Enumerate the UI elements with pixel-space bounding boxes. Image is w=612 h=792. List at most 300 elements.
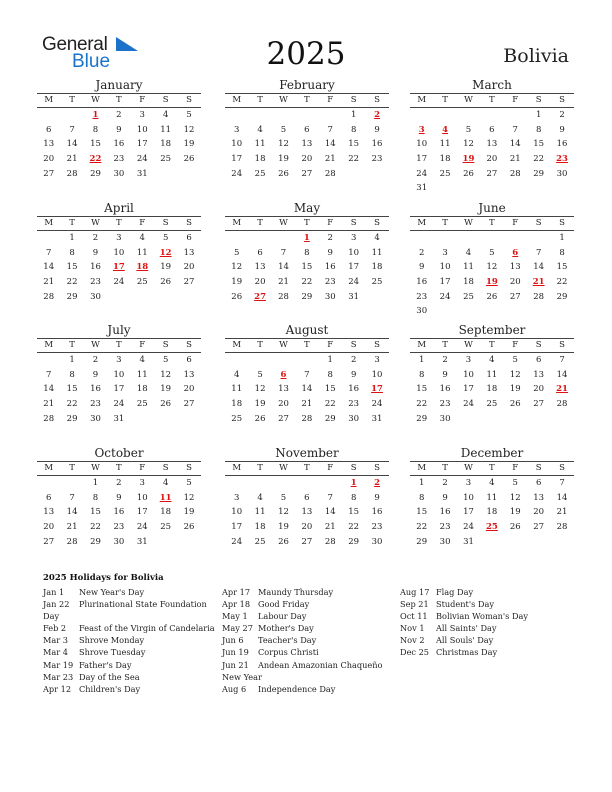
day-cell: 23 xyxy=(324,277,336,288)
day-cell xyxy=(319,476,342,491)
day-cell: 28 xyxy=(556,399,568,410)
holiday-name: All Souls' Day xyxy=(436,635,494,646)
day-cell: 31 xyxy=(371,413,383,424)
day-cell: 28 xyxy=(556,522,568,533)
holiday-date: May 27 xyxy=(222,623,253,634)
day-cell: 11 xyxy=(231,384,243,395)
day-cell: 22 xyxy=(324,399,336,410)
day-cell: 16 xyxy=(90,262,101,273)
day-cell: 4 xyxy=(374,233,380,243)
day-cell: 21 xyxy=(43,277,55,288)
day-cell xyxy=(154,167,177,182)
month-name: October xyxy=(94,446,144,460)
day-cell: 9 xyxy=(92,247,99,258)
day-cell xyxy=(295,108,318,123)
day-cell: 28 xyxy=(533,291,545,302)
weekday-label: W xyxy=(464,340,473,350)
holiday-day-cell: 22 xyxy=(89,154,102,165)
day-cell: 17 xyxy=(416,154,428,165)
day-cell: 29 xyxy=(66,291,78,302)
day-cell: 25 xyxy=(371,277,383,288)
holiday-day-cell: 23 xyxy=(556,154,568,165)
holiday-name: Teacher's Day xyxy=(258,635,317,646)
day-cell: 5 xyxy=(186,110,192,120)
day-cell: 22 xyxy=(416,522,428,533)
weekday-header xyxy=(225,93,389,108)
day-cell: 23 xyxy=(113,522,125,533)
weekday-label: F xyxy=(327,95,334,105)
day-cell: 19 xyxy=(278,154,289,165)
day-cell: 8 xyxy=(418,492,425,503)
day-cell: 3 xyxy=(374,355,380,365)
day-cell: 12 xyxy=(463,139,474,150)
day-cell: 13 xyxy=(533,492,545,503)
day-cell: 15 xyxy=(533,139,545,150)
holiday-name: Labour Day xyxy=(258,611,307,622)
weekday-label: T xyxy=(304,463,310,473)
holiday-name: Day of the Sea xyxy=(79,671,140,682)
day-cell: 19 xyxy=(509,384,521,395)
day-cell xyxy=(410,108,433,123)
week-row xyxy=(37,167,201,182)
day-cell xyxy=(480,304,503,319)
holiday-day-cell: 12 xyxy=(159,247,172,258)
weekday-label: S xyxy=(186,95,192,105)
day-cell: 27 xyxy=(301,536,313,547)
day-cell: 4 xyxy=(489,478,495,488)
day-cell: 1 xyxy=(69,233,75,243)
day-cell: 10 xyxy=(113,369,125,380)
week-row xyxy=(37,123,201,138)
holiday-entry xyxy=(43,634,223,646)
holiday-date: Apr 17 xyxy=(222,587,251,597)
day-cell: 31 xyxy=(348,291,360,302)
holiday-entry xyxy=(222,586,402,598)
day-cell: 1 xyxy=(327,355,333,365)
day-cell xyxy=(225,231,248,246)
week-row xyxy=(37,535,201,550)
day-cell: 12 xyxy=(278,139,289,150)
week-row xyxy=(225,167,389,182)
week-row xyxy=(410,167,574,182)
day-cell: 13 xyxy=(43,139,55,150)
day-cell: 14 xyxy=(509,139,521,150)
weekday-label: M xyxy=(232,463,242,473)
day-cell xyxy=(295,476,318,491)
day-cell: 13 xyxy=(43,507,55,518)
month-april xyxy=(37,201,201,304)
day-cell: 18 xyxy=(160,139,172,150)
day-cell: 14 xyxy=(533,262,545,273)
weekday-header xyxy=(410,216,574,231)
weekday-label: W xyxy=(279,463,288,473)
day-cell: 9 xyxy=(374,492,380,503)
country-name: Bolivia xyxy=(503,45,569,67)
month-name: April xyxy=(104,201,134,215)
day-cell: 13 xyxy=(183,247,195,258)
week-row xyxy=(37,152,201,167)
day-cell: 2 xyxy=(92,355,99,365)
week-row xyxy=(410,275,574,290)
day-cell: 25 xyxy=(136,399,148,410)
week-row xyxy=(410,231,574,246)
holiday-column xyxy=(400,586,580,659)
week-row xyxy=(225,476,389,491)
month-name: December xyxy=(460,446,524,460)
holiday-date: Jan 22 xyxy=(43,599,70,610)
day-cell: 18 xyxy=(231,399,243,410)
day-cell: 9 xyxy=(350,369,357,380)
day-cell: 1 xyxy=(69,355,75,365)
holiday-date: Mar 3 xyxy=(43,635,68,646)
weekday-label: M xyxy=(44,463,54,473)
holiday-day-cell: 18 xyxy=(136,262,149,273)
day-cell: 29 xyxy=(556,291,568,302)
holiday-date: Aug 17 xyxy=(400,587,430,597)
day-cell xyxy=(248,231,271,246)
day-cell: 28 xyxy=(324,536,336,547)
week-row xyxy=(410,353,574,368)
day-cell: 18 xyxy=(486,384,498,395)
day-cell: 23 xyxy=(90,277,101,288)
day-cell: 29 xyxy=(416,413,428,424)
day-cell: 31 xyxy=(136,536,148,547)
day-cell xyxy=(295,353,318,368)
day-cell: 16 xyxy=(371,139,383,150)
holiday-date: Nov 1 xyxy=(400,623,425,634)
weekday-label: T xyxy=(116,218,122,228)
day-cell xyxy=(272,476,295,491)
day-cell: 29 xyxy=(416,536,428,547)
day-cell: 14 xyxy=(43,262,55,273)
day-cell: 3 xyxy=(116,355,122,365)
weekday-label: W xyxy=(91,218,100,228)
day-cell: 13 xyxy=(533,369,545,380)
day-cell: 16 xyxy=(324,262,336,273)
week-row xyxy=(37,290,201,305)
day-cell: 26 xyxy=(509,522,521,533)
weekday-label: S xyxy=(350,340,357,350)
day-cell: 18 xyxy=(136,384,148,395)
day-cell: 15 xyxy=(66,262,78,273)
day-cell xyxy=(154,412,177,427)
week-row xyxy=(225,231,389,246)
holiday-name: Plurinational State Foundation xyxy=(79,599,207,610)
day-cell: 13 xyxy=(278,384,289,395)
holiday-entry xyxy=(222,683,402,695)
day-cell: 7 xyxy=(69,492,75,503)
day-cell: 18 xyxy=(463,277,474,288)
day-cell: 18 xyxy=(439,154,451,165)
day-cell xyxy=(480,181,503,196)
holiday-date: Mar 19 xyxy=(43,659,74,670)
day-cell: 14 xyxy=(324,139,336,150)
weekday-label: M xyxy=(44,340,54,350)
holiday-day-cell: 17 xyxy=(112,262,125,273)
holiday-date: Jan 1 xyxy=(43,587,65,597)
holiday-day-cell: 19 xyxy=(485,277,498,288)
holiday-day-cell: 17 xyxy=(371,384,383,395)
day-cell xyxy=(225,353,248,368)
day-cell: 17 xyxy=(348,262,360,273)
day-cell: 23 xyxy=(439,522,451,533)
day-cell: 4 xyxy=(162,478,169,488)
week-row xyxy=(225,290,389,305)
day-cell: 27 xyxy=(509,291,521,302)
holiday-day-cell: 25 xyxy=(485,522,498,533)
holiday-day-cell: 2 xyxy=(374,478,380,488)
day-cell: 30 xyxy=(416,306,428,317)
day-cell: 10 xyxy=(463,369,474,380)
day-cell: 25 xyxy=(486,399,498,410)
holiday-name: Corpus Christi xyxy=(258,647,319,658)
week-row xyxy=(37,353,201,368)
weekday-label: S xyxy=(350,95,357,105)
day-cell xyxy=(272,353,295,368)
holiday-column xyxy=(222,586,402,695)
week-row xyxy=(410,491,574,506)
day-cell: 31 xyxy=(416,183,428,194)
day-cell: 5 xyxy=(465,124,472,135)
day-cell: 26 xyxy=(160,399,172,410)
day-cell: 7 xyxy=(535,247,542,258)
weekday-label: W xyxy=(279,340,288,350)
weekday-label: S xyxy=(535,463,542,473)
day-cell xyxy=(410,231,433,246)
day-cell: 1 xyxy=(535,110,542,120)
week-row xyxy=(225,137,389,152)
day-cell: 5 xyxy=(186,478,192,488)
day-cell xyxy=(131,290,154,305)
weekday-label: M xyxy=(232,340,242,350)
weekday-label: T xyxy=(257,218,263,228)
day-cell: 29 xyxy=(66,413,78,424)
day-cell: 29 xyxy=(533,168,545,179)
day-cell: 21 xyxy=(301,399,313,410)
week-row xyxy=(225,412,389,427)
weekday-label: S xyxy=(559,463,565,473)
weekday-label: T xyxy=(116,95,122,105)
day-cell: 26 xyxy=(231,291,243,302)
day-cell xyxy=(457,181,480,196)
weekday-label: T xyxy=(257,95,263,105)
month-name: November xyxy=(275,446,339,460)
weekday-header xyxy=(225,461,389,476)
month-september xyxy=(410,323,574,426)
week-row xyxy=(410,368,574,383)
day-cell: 25 xyxy=(439,168,451,179)
holiday-entry xyxy=(400,586,580,598)
holiday-date: Jun 6 xyxy=(222,635,244,646)
day-cell xyxy=(550,181,573,196)
weekday-label: S xyxy=(535,218,542,228)
weekday-label: S xyxy=(374,95,380,105)
weekday-label: T xyxy=(257,340,263,350)
day-cell: 8 xyxy=(350,124,357,135)
day-cell: 15 xyxy=(324,384,336,395)
holiday-entry xyxy=(43,622,223,634)
day-cell: 4 xyxy=(139,355,145,365)
day-cell: 3 xyxy=(139,478,145,488)
day-cell: 29 xyxy=(90,168,101,179)
day-cell: 16 xyxy=(439,507,451,518)
day-cell: 24 xyxy=(371,399,383,410)
day-cell xyxy=(480,108,503,123)
holiday-name: Shrove Tuesday xyxy=(79,647,146,658)
month-june xyxy=(410,201,574,319)
weekday-label: T xyxy=(69,218,75,228)
day-cell: 27 xyxy=(533,399,545,410)
day-cell: 22 xyxy=(66,277,78,288)
holiday-entry xyxy=(222,646,402,658)
day-cell xyxy=(177,167,200,182)
day-cell: 25 xyxy=(160,154,172,165)
day-cell: 7 xyxy=(559,355,565,365)
day-cell: 6 xyxy=(186,233,192,243)
day-cell: 23 xyxy=(348,399,360,410)
day-cell: 23 xyxy=(90,399,101,410)
weekday-label: T xyxy=(116,463,122,473)
day-cell xyxy=(457,108,480,123)
day-cell: 1 xyxy=(92,478,99,488)
day-cell: 26 xyxy=(486,291,498,302)
day-cell: 16 xyxy=(348,384,360,395)
weekday-header xyxy=(37,93,201,108)
weekday-label: W xyxy=(464,95,473,105)
day-cell: 15 xyxy=(348,139,360,150)
holiday-day-cell: 1 xyxy=(92,110,99,120)
holiday-name: Day xyxy=(43,611,60,622)
day-cell: 2 xyxy=(116,110,122,120)
holiday-name: Mother's Day xyxy=(258,623,314,634)
holiday-day-cell: 21 xyxy=(532,277,545,288)
day-cell xyxy=(433,108,456,123)
month-november xyxy=(225,446,389,549)
week-row xyxy=(37,246,201,261)
day-cell: 15 xyxy=(66,384,78,395)
weekday-label: W xyxy=(91,463,100,473)
weekday-label: M xyxy=(417,340,427,350)
day-cell: 25 xyxy=(231,413,243,424)
week-row xyxy=(225,491,389,506)
day-cell: 21 xyxy=(556,507,568,518)
day-cell: 26 xyxy=(278,536,289,547)
day-cell xyxy=(527,304,550,319)
day-cell: 14 xyxy=(324,507,336,518)
day-cell: 8 xyxy=(69,369,75,380)
day-cell xyxy=(248,353,271,368)
day-cell: 12 xyxy=(509,369,521,380)
week-row xyxy=(37,520,201,535)
weekday-label: F xyxy=(327,218,334,228)
holiday-name: Father's Day xyxy=(79,659,132,670)
day-cell: 2 xyxy=(327,233,333,243)
day-cell: 27 xyxy=(43,536,55,547)
day-cell: 1 xyxy=(418,355,425,365)
day-cell: 26 xyxy=(254,413,266,424)
weekday-label: S xyxy=(559,340,565,350)
holiday-entry xyxy=(400,646,580,658)
weekday-label: S xyxy=(559,95,565,105)
day-cell: 15 xyxy=(348,507,360,518)
weekday-label: T xyxy=(69,95,75,105)
day-cell: 10 xyxy=(113,247,125,258)
month-name: January xyxy=(95,78,143,92)
day-cell xyxy=(504,412,527,427)
week-row xyxy=(410,137,574,152)
day-cell xyxy=(550,535,573,550)
day-cell: 18 xyxy=(254,522,266,533)
day-cell: 24 xyxy=(439,291,451,302)
weekday-label: S xyxy=(186,463,192,473)
week-row xyxy=(37,491,201,506)
day-cell xyxy=(480,231,503,246)
weekday-label: F xyxy=(139,95,146,105)
day-cell xyxy=(225,476,248,491)
week-row xyxy=(410,290,574,305)
week-row xyxy=(225,108,389,123)
holiday-day-cell: 19 xyxy=(462,154,475,165)
day-cell: 20 xyxy=(533,384,545,395)
day-cell: 5 xyxy=(512,478,518,488)
holiday-name: Children's Day xyxy=(79,683,141,694)
week-row xyxy=(225,368,389,383)
day-cell: 27 xyxy=(533,522,545,533)
day-cell: 7 xyxy=(280,247,287,258)
weekday-label: F xyxy=(327,463,334,473)
day-cell: 23 xyxy=(371,522,383,533)
day-cell: 10 xyxy=(416,139,428,150)
day-cell: 31 xyxy=(113,413,125,424)
day-cell: 8 xyxy=(535,124,542,135)
weekday-label: M xyxy=(44,95,54,105)
day-cell: 17 xyxy=(136,139,148,150)
day-cell xyxy=(60,108,83,123)
day-cell: 25 xyxy=(254,168,266,179)
day-cell: 28 xyxy=(43,291,55,302)
weekday-label: S xyxy=(350,463,357,473)
week-row xyxy=(410,397,574,412)
weekday-label: S xyxy=(162,463,169,473)
weekday-label: T xyxy=(257,463,263,473)
day-cell: 8 xyxy=(69,247,75,258)
day-cell: 15 xyxy=(416,507,428,518)
holiday-entry xyxy=(43,671,223,683)
day-cell: 23 xyxy=(113,154,125,165)
day-cell: 30 xyxy=(90,291,101,302)
day-cell: 23 xyxy=(416,291,428,302)
day-cell: 15 xyxy=(556,262,568,273)
weekday-label: W xyxy=(279,95,288,105)
day-cell: 25 xyxy=(160,522,172,533)
day-cell xyxy=(37,476,60,491)
day-cell xyxy=(527,181,550,196)
day-cell: 5 xyxy=(489,247,495,258)
day-cell xyxy=(457,231,480,246)
holiday-date: Jun 19 xyxy=(222,647,249,658)
holiday-entry xyxy=(43,646,223,658)
holiday-name: Maundy Thursday xyxy=(258,587,334,597)
day-cell xyxy=(131,412,154,427)
day-cell: 30 xyxy=(556,168,568,179)
day-cell xyxy=(37,108,60,123)
holiday-date: May 1 xyxy=(222,611,248,622)
day-cell: 20 xyxy=(486,154,498,165)
week-row xyxy=(410,476,574,491)
weekday-header xyxy=(37,216,201,231)
day-cell: 29 xyxy=(90,536,101,547)
week-row xyxy=(410,535,574,550)
